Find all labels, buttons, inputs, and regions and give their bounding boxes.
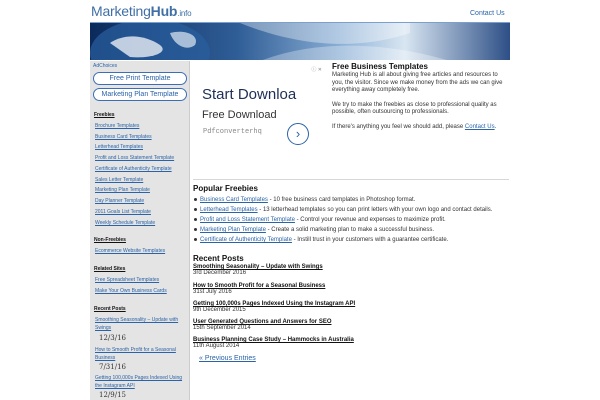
intro-contact-link[interactable]: Contact Us: [464, 123, 495, 130]
sidebar-recent-post-link[interactable]: How to Smooth Profit for a Seasonal Business: [95, 347, 176, 361]
intro-title: Free Business Templates: [332, 62, 428, 71]
ad-headline[interactable]: Start Downloa: [202, 86, 297, 103]
intro-contact-text: If there's anything you feel we should add, please: [332, 123, 465, 130]
adchoices-label[interactable]: AdChoices: [93, 63, 118, 69]
recent-post: [193, 337, 509, 349]
popular-link[interactable]: Letterhead Templates: [200, 207, 258, 213]
popular-link[interactable]: Marketing Plan Template: [200, 227, 266, 233]
sidebar-recent-post-date: 12/9/15: [99, 391, 126, 399]
sidebar-link-marketing-plan[interactable]: Marketing Plan Template: [95, 187, 150, 193]
recent-post: [193, 319, 509, 331]
content-divider: [193, 179, 509, 180]
sidebar-recent-post-link[interactable]: Getting 100,000s Pages Indexed Using the Instagram API: [95, 375, 183, 389]
popular-link[interactable]: Profit and Loss Statement Template: [200, 217, 295, 223]
ad-url: Pdfconverterhq: [203, 128, 262, 136]
intro-paragraph: Marketing Hub is all about giving free articles and resources to you, the visitor. Since we make money from the ads we can give everything away completely free.: [332, 72, 503, 93]
intro-contact-paragraph: [332, 124, 510, 132]
sidebar-link-business-cards[interactable]: Make Your Own Business Cards: [95, 288, 167, 294]
recent-post-title[interactable]: Getting 100,000s Pages Indexed Using the Instagram API: [193, 301, 356, 307]
intro-contact-suffix: .: [494, 123, 497, 130]
sidebar-link-profit-loss[interactable]: Profit and Loss Statement Template: [95, 155, 175, 161]
contact-us-link[interactable]: Contact Us: [470, 10, 505, 17]
bullet-icon: [194, 198, 197, 201]
sidebar-link-spreadsheet[interactable]: Free Spreadsheet Templates: [95, 277, 160, 283]
sidebar-link-letterhead[interactable]: Letterhead Templates: [95, 144, 143, 150]
bullet-icon: [194, 228, 197, 231]
site-logo[interactable]: [91, 3, 191, 19]
sidebar-recent-post-date: 7/31/16: [99, 363, 126, 371]
sidebar-link-day-planner[interactable]: Day Planner Template: [95, 198, 145, 204]
list-item: [194, 205, 510, 215]
list-item: [194, 195, 510, 205]
recent-posts-heading: Recent Posts: [94, 306, 126, 312]
sidebar-recent-post-link[interactable]: Smoothing Seasonality – Update with Swings: [95, 317, 179, 331]
popular-desc: - Instill trust in your customers with a guarantee certificate.: [291, 237, 449, 243]
globe-banner-graphic: [90, 23, 510, 60]
recent-post: [193, 264, 509, 276]
intro-section: [332, 62, 510, 131]
sidebar-link-brochure[interactable]: Brochure Templates: [95, 123, 140, 129]
related-sites-heading: Related Sites: [94, 266, 126, 272]
display-ad[interactable]: [196, 66, 324, 170]
freebies-heading: Freebies: [94, 112, 115, 118]
recent-post-date: 3rd December 2016: [193, 270, 247, 276]
list-item: [194, 215, 510, 225]
popular-freebies-title: Popular Freebies: [193, 184, 258, 193]
recent-post: [193, 301, 509, 313]
recent-posts-title: Recent Posts: [193, 254, 244, 263]
sidebar-recent-post-date: 12/3/16: [99, 334, 126, 342]
ad-info-close-icon[interactable]: ⓘ ✕: [311, 67, 322, 73]
logo-text-main: Marketing: [91, 3, 151, 19]
ad-subline: Free Download: [202, 109, 277, 121]
popular-desc: - Control your revenue and expenses to maximize profit.: [294, 217, 446, 223]
popular-desc: - Create a solid marketing plan to make a successful business.: [265, 227, 435, 233]
list-item: [194, 235, 510, 245]
recent-post-date: 31st July 2016: [193, 289, 232, 295]
sidebar-link-weekly-schedule[interactable]: Weekly Schedule Template: [95, 220, 156, 226]
intro-paragraph: We try to make the freebies as close to professional quality as possible, often outsourcing to professionals.: [332, 101, 497, 115]
sidebar-link-sales-letter[interactable]: Sales Letter Template: [95, 177, 144, 183]
recent-post-title[interactable]: Smoothing Seasonality – Update with Swings: [193, 264, 323, 270]
popular-freebies-list: [194, 195, 510, 245]
sidebar-link-business-card[interactable]: Business Card Templates: [95, 134, 152, 140]
recent-post-title[interactable]: How to Smooth Profit for a Seasonal Business: [193, 283, 326, 289]
popular-desc: - 10 free business card templates in Photoshop format.: [267, 197, 416, 203]
recent-post-date: 9th December 2015: [193, 307, 246, 313]
sidebar: [90, 61, 190, 400]
recent-post: [193, 283, 509, 295]
sidebar-link-goals-list[interactable]: 2011 Goals List Template: [95, 209, 151, 215]
ad-arrow-icon[interactable]: ›: [287, 123, 309, 145]
logo-text-hub: Hub: [150, 3, 178, 19]
sidebar-link-ecommerce[interactable]: Ecommerce Website Templates: [95, 248, 166, 254]
logo-text-tld: .info: [177, 9, 192, 18]
bullet-icon: [194, 238, 197, 241]
popular-link[interactable]: Business Card Templates: [200, 197, 268, 203]
popular-link[interactable]: Certificate of Authenticity Template: [200, 237, 292, 243]
list-item: [194, 225, 510, 235]
recent-post-title[interactable]: Business Planning Case Study – Hammocks in Australia: [193, 337, 354, 343]
header-banner: [90, 22, 510, 60]
recent-post-date: 11th August 2014: [193, 343, 240, 349]
sidebar-link-certificate[interactable]: Certificate of Authenticity Template: [95, 166, 172, 172]
non-freebies-heading: Non-Freebies: [94, 237, 126, 243]
bullet-icon: [194, 218, 197, 221]
recent-post-title[interactable]: User Generated Questions and Answers for SEO: [193, 319, 332, 325]
previous-entries-link[interactable]: « Previous Entries: [199, 355, 256, 362]
site-header: [0, 0, 600, 22]
recent-post-date: 15th September 2014: [193, 325, 251, 331]
bullet-icon: [194, 208, 197, 211]
ad-free-print-template-button[interactable]: Free Print Template: [93, 72, 187, 85]
ad-marketing-plan-template-button[interactable]: Marketing Plan Template: [93, 88, 187, 101]
popular-desc: - 13 letterhead templates so you can print letters with your own logo and contact details.: [257, 207, 493, 213]
